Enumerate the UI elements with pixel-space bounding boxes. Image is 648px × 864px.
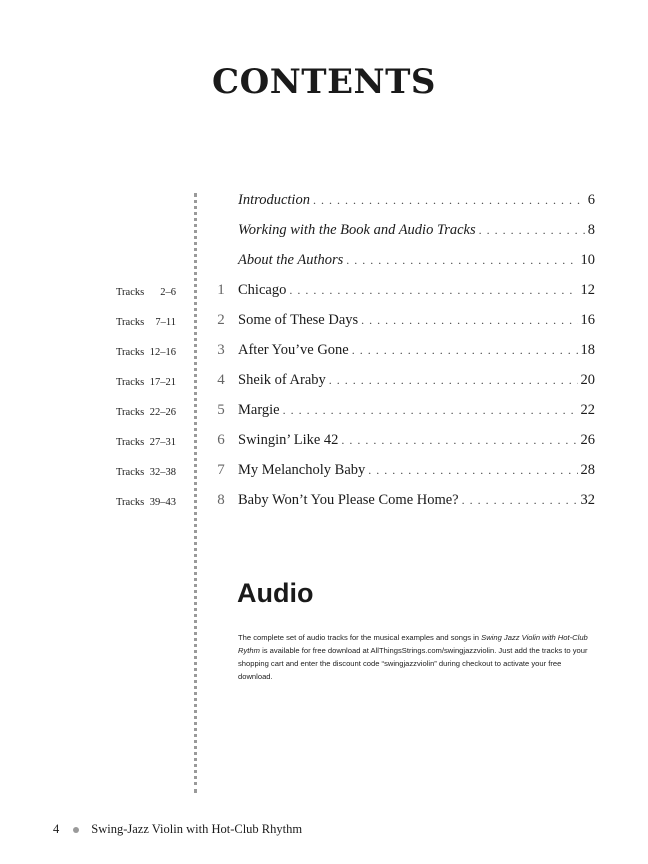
chapter-title: Some of These Days xyxy=(238,312,359,328)
leader-dots xyxy=(361,313,577,328)
chapter-page: 26 xyxy=(580,432,595,448)
leader-dots xyxy=(341,433,577,448)
chapter-title: After You’ve Gone xyxy=(238,342,349,358)
toc-entry-introduction[interactable] xyxy=(0,190,648,220)
chapter-page: 20 xyxy=(580,372,595,388)
audio-heading: Audio xyxy=(237,578,314,608)
page-title: CONTENTS xyxy=(212,62,436,102)
leader-dots xyxy=(289,283,577,298)
leader-dots xyxy=(352,343,578,358)
book-title: Swing-Jazz Violin with Hot-Club Rhythm xyxy=(91,822,303,836)
bullet-icon xyxy=(73,827,79,833)
leader-dots xyxy=(346,253,577,268)
leader-dots xyxy=(462,493,578,508)
toc-entry-page: 8 xyxy=(587,222,595,238)
chapter-number: 1 xyxy=(217,282,225,298)
toc-entry-page: 6 xyxy=(587,192,595,208)
leader-dots xyxy=(368,463,577,478)
toc-chapter-3[interactable]: Tracks 12–16 3 After You’ve Gone . . . 18 xyxy=(0,340,648,370)
chapter-title: Swingin’ Like 42 xyxy=(238,432,339,448)
chapter-title: Baby Won’t You Please Come Home? xyxy=(238,492,459,508)
chapter-number: 6 xyxy=(217,432,225,448)
chapter-page: 28 xyxy=(580,462,595,478)
toc-chapter-4[interactable]: Tracks 17–21 4 Sheik of Araby . . . 20 xyxy=(0,370,648,400)
page-number: 4 xyxy=(53,822,60,836)
toc-entry-page: 10 xyxy=(580,252,595,268)
page-footer xyxy=(53,822,302,837)
chapter-number: 4 xyxy=(217,372,225,388)
chapter-page: 18 xyxy=(580,342,595,358)
toc-entry-title: Introduction xyxy=(238,192,310,208)
chapter-number: 7 xyxy=(217,462,225,478)
toc-chapter-6[interactable]: Tracks 27–31 6 Swingin’ Like 42 . . . 26 xyxy=(0,430,648,460)
toc-entry-working-with-book[interactable] xyxy=(0,220,648,250)
chapter-title: Chicago xyxy=(238,282,287,298)
toc-chapter-2[interactable]: Tracks 7–11 2 Some of These Days . . . 16 xyxy=(0,310,648,340)
chapter-number: 8 xyxy=(217,492,225,508)
chapter-page: 22 xyxy=(580,402,595,418)
leader-dots xyxy=(313,193,585,208)
chapter-page: 12 xyxy=(580,282,595,298)
audio-description: The complete set of audio tracks for the musical examples and songs in Swing Jazz Violin with Hot-Club Rythm is available for free download at AllThingsStrings.com/swingjazzviolin. Just add the tracks to your shopping cart and enter the discount code “swingjazzviolin” during checkout to activate your free download. xyxy=(238,633,588,681)
chapter-page: 16 xyxy=(580,312,595,328)
chapter-title: Margie xyxy=(238,402,280,418)
toc-chapter-1[interactable]: Tracks 2–6 1 Chicago . . . 12 xyxy=(0,280,648,310)
chapter-page: 32 xyxy=(580,492,595,508)
chapter-title: Sheik of Araby xyxy=(238,372,326,388)
toc-chapter-7[interactable]: Tracks 32–38 7 My Melancholy Baby . . . 28 xyxy=(0,460,648,490)
chapter-title: My Melancholy Baby xyxy=(238,462,366,478)
toc-entry-about-authors[interactable] xyxy=(0,250,648,280)
toc-chapter-8[interactable]: Tracks 39–43 8 Baby Won’t You Please Come Home? . . . 32 xyxy=(0,490,648,520)
chapter-number: 5 xyxy=(217,402,225,418)
chapter-number: 3 xyxy=(217,342,225,358)
toc-chapter-5[interactable]: Tracks 22–26 5 Margie . . . 22 xyxy=(0,400,648,430)
toc-entry-title: Working with the Book and Audio Tracks xyxy=(238,222,476,238)
leader-dots xyxy=(329,373,578,388)
toc-entry-title: About the Authors xyxy=(238,252,344,268)
leader-dots xyxy=(479,223,585,238)
chapter-number: 2 xyxy=(217,312,225,328)
leader-dots xyxy=(283,403,578,418)
